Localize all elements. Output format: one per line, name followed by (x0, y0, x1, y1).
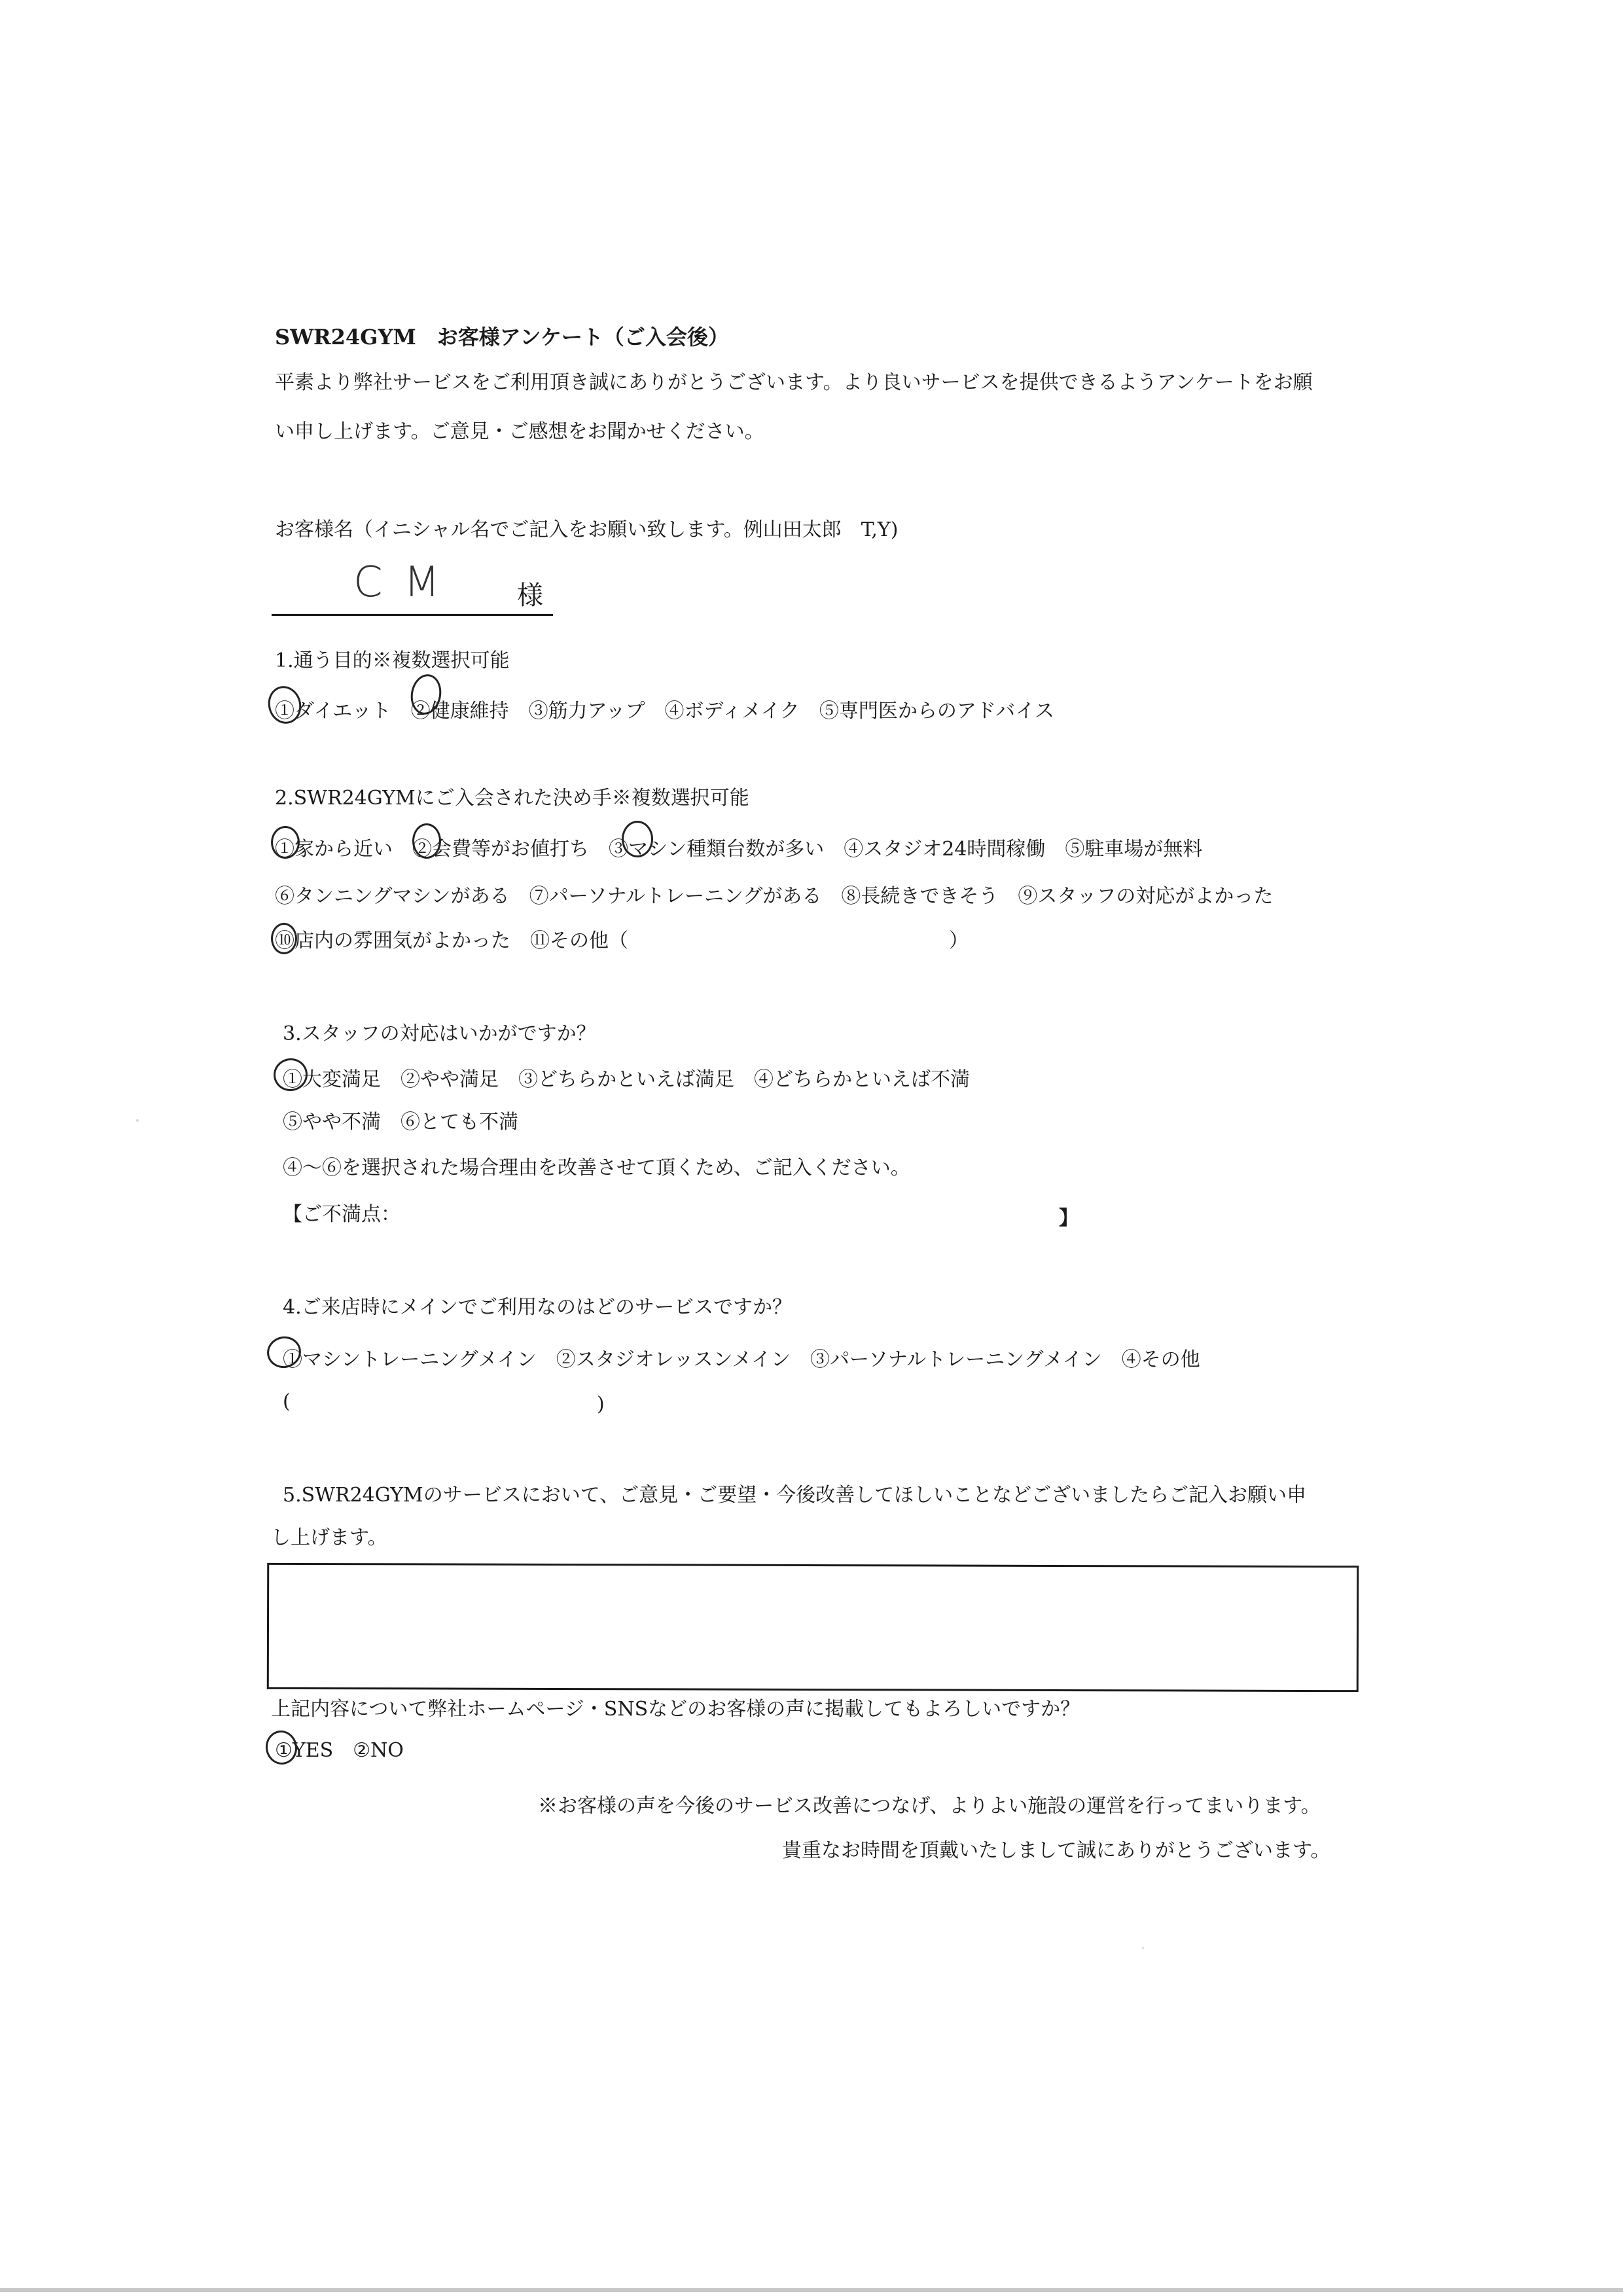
q2-option-10-mark (271, 923, 297, 954)
q5-title-line-2: し上げます。 (271, 1526, 387, 1549)
intro-line-2: い申し上げます。ご意見・ご感想をお聞かせください。 (275, 420, 764, 443)
intro-line-1: 平素より弊社サービスをご利用頂き誠にありがとうございます。より良いサービスを提供できるようアンケートをお願 (275, 371, 1313, 394)
q4-other-close: ) (597, 1393, 605, 1416)
q2-option-1-mark (271, 826, 300, 859)
consent-options[interactable]: ①YES ②NO (275, 1739, 404, 1762)
q3-options-row-1[interactable]: ①大変満足 ②やや満足 ③どちらかといえば満足 ④どちらかといえば不満 (283, 1068, 970, 1091)
footer-line-1: ※お客様の声を今後のサービス改善につなげ、よりよい施設の運営を行ってまいります。 (538, 1795, 1321, 1818)
q2-options-row-1[interactable]: ①家から近い ②会費等がお値打ち ③マシン種類台数が多い ④スタジオ24時間稼働 ⑤駐車場が無料 (275, 838, 1203, 861)
q3-complaint-close: 】 (1059, 1207, 1079, 1230)
survey-title: SWR24GYM お客様アンケート（ご入会後） (275, 325, 729, 350)
q1-options[interactable]: ①ダイエット ②健康維持 ③筋力アップ ④ボディメイク ⑤専門医からのアドバイス (275, 700, 1054, 723)
consent-question: 上記内容について弊社ホームページ・SNSなどのお客様の声に掲載してもよろしいですか？ (271, 1698, 1080, 1721)
footer-line-2: 貴重なお時間を頂戴いたしまして誠にありがとうございます。 (782, 1839, 1330, 1862)
q4-options[interactable]: ①マシントレーニングメイン ②スタジオレッスンメイン ③パーソナルトレーニングメイン ④その他 (283, 1348, 1200, 1371)
q3-complaint-label[interactable]: 【ご不満点： (283, 1203, 401, 1226)
q2-options-row-2[interactable]: ⑥タンニングマシンがある ⑦パーソナルトレーニングがある ⑧長続きできそう ⑨スタッフの対応がよかった (275, 885, 1274, 908)
q2-option-2-mark (412, 823, 441, 859)
q2-option-3-mark (622, 821, 653, 857)
q2-other-close: ） (949, 929, 969, 952)
q5-answer-box[interactable] (267, 1563, 1359, 1692)
q1-title: 1.通う目的※複数選択可能 (275, 649, 510, 672)
q3-note: ④～⑥を選択された場合理由を改善させて頂くため、ご記入ください。 (283, 1157, 910, 1179)
name-handwritten: C M (353, 558, 444, 607)
q3-title: 3.スタッフの対応はいかがですか？ (283, 1022, 596, 1045)
q4-other-open: ( (283, 1390, 291, 1413)
q2-options-row-3[interactable]: ⑩店内の雰囲気がよかった ⑪その他（ (275, 929, 628, 952)
q2-title: 2.SWR24GYMにご入会された決め手※複数選択可能 (275, 787, 749, 810)
name-suffix: 様 (517, 581, 543, 611)
q5-title-line-1: 5.SWR24GYMのサービスにおいて、ご意見・ご要望・今後改善してほしいことなどございましたらご記入お願い申 (283, 1484, 1307, 1507)
name-underline (272, 614, 553, 616)
scan-speck (136, 1119, 139, 1122)
name-label: お客様名（イニシャル名でご記入をお願い致します。例山田太郎 T,Y) (275, 518, 899, 541)
scan-edge (0, 2288, 1623, 2292)
q4-title: 4.ご来店時にメインでご利用なのはどのサービスですか？ (283, 1296, 793, 1319)
scan-speck (1142, 1947, 1144, 1949)
q3-options-row-2[interactable]: ⑤やや不満 ⑥とても不満 (283, 1111, 518, 1134)
